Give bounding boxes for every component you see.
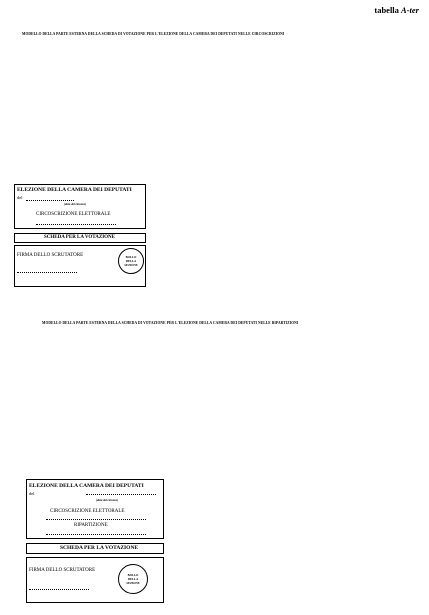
tabella-label bbox=[374, 5, 419, 15]
firma-label: FIRMA DELLO SCRUTATORE bbox=[17, 253, 84, 258]
date-line bbox=[26, 200, 74, 201]
circoscrizione-line bbox=[36, 224, 116, 225]
seal-line: BOLLO bbox=[125, 255, 137, 259]
caption-circoscrizioni: MODELLO DELLA PARTE ESTERNA DELLA SCHEDA DI VOTAZIONE PER L'ELEZIONE DELLA CAMERA DEI DEPUTATI NELLE CIRCOSCRIZIONI bbox=[22, 32, 285, 36]
date-hint: (data del rinnovo) bbox=[64, 202, 87, 206]
circoscrizione-line bbox=[46, 519, 146, 520]
circoscrizione-label: CIRCOSCRIZIONE ELETTORALE bbox=[36, 212, 111, 217]
ripartizione-line bbox=[46, 534, 146, 535]
firma-line bbox=[29, 589, 89, 590]
seal-line: SEZIONE bbox=[124, 263, 138, 267]
tabella-prefix: tabella bbox=[374, 5, 399, 15]
election-title: ELEZIONE DELLA CAMERA DEI DEPUTATI bbox=[17, 187, 132, 193]
firma-label: FIRMA DELLO SCRUTATORE bbox=[29, 568, 96, 573]
del-label: del bbox=[17, 195, 23, 200]
del-label: del bbox=[29, 491, 35, 496]
seal-line: DELLA bbox=[127, 577, 139, 581]
ballot-model-ripartizioni bbox=[26, 479, 166, 605]
circoscrizione-label: CIRCOSCRIZIONE ELETTORALE bbox=[50, 509, 125, 514]
election-title: ELEZIONE DELLA CAMERA DEI DEPUTATI bbox=[29, 483, 144, 489]
scheda-label: SCHEDA PER LA VOTAZIONE bbox=[44, 235, 115, 240]
seal-line: DELLA bbox=[125, 259, 137, 263]
date-hint: (data del rinnovo) bbox=[96, 498, 119, 502]
seal-line: BOLLO bbox=[127, 573, 139, 577]
scheda-label: SCHEDA PER LA VOTAZIONE bbox=[60, 545, 139, 551]
seal-stamp bbox=[118, 564, 148, 594]
seal-stamp bbox=[118, 248, 144, 274]
ballot-model-circoscrizioni bbox=[14, 184, 154, 288]
ripartizione-label: RIPARTIZIONE bbox=[74, 523, 108, 528]
firma-line bbox=[17, 272, 77, 273]
date-line bbox=[86, 494, 156, 495]
caption-ripartizioni: MODELLO DELLA PARTE ESTERNA DELLA SCHEDA DI VOTAZIONE PER L'ELEZIONE DELLA CAMERA DEI DEPUTATI NELLE RIPARTIZIONI bbox=[42, 321, 299, 325]
seal-line: SEZIONE bbox=[126, 581, 140, 585]
tabella-suffix: A-ter bbox=[401, 5, 419, 15]
